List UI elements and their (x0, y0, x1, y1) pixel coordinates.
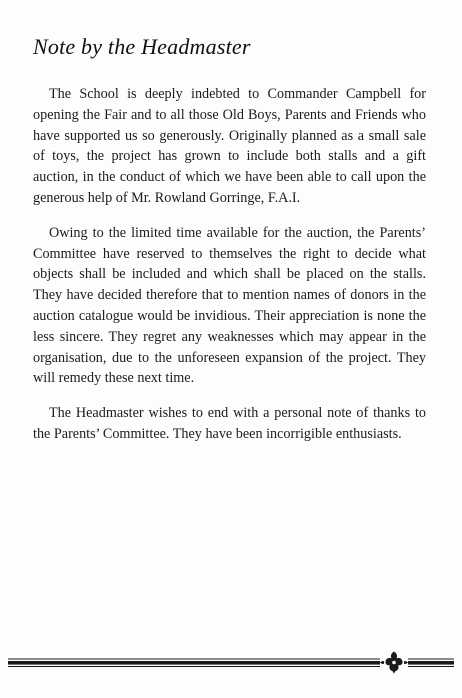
page-title: Note by the Headmaster (33, 34, 251, 59)
footer-rule (8, 650, 454, 674)
paragraph-thanks: The Headmaster wishes to end with a personal note of thanks to the Parents’ Committee. They have been incorrigible enthusiasts. (33, 405, 426, 442)
body-text (33, 84, 426, 459)
paragraph-acknowledgement: The School is deeply indebted to Commander Campbell for opening the Fair and to all those Old Boys, Parents and Friends who have supported us so generously. Originally planned as a small sale of toys, the project has grown to include both stalls and a gift auction, in the conduct of which we have been able to call upon the generous help of Mr. Rowland Gorringe, F.A.I. (33, 86, 426, 206)
fleuron-icon (380, 652, 408, 674)
footer-rule-right (408, 659, 454, 668)
paragraph-auction: Owing to the limited time available for the auction, the Parents’ Committee have reserved to themselves the right to decide what objects shall be included and which shall be placed on the stalls. They have decided therefore that to mention names of donors in the auction catalogue would be invidious. Their appreciation is none the less sincere. They regret any weaknesses which may appear in the organisation, due to the unforeseen expansion of the project. They will remedy these next time. (33, 224, 426, 387)
footer-rule-left (8, 659, 380, 668)
